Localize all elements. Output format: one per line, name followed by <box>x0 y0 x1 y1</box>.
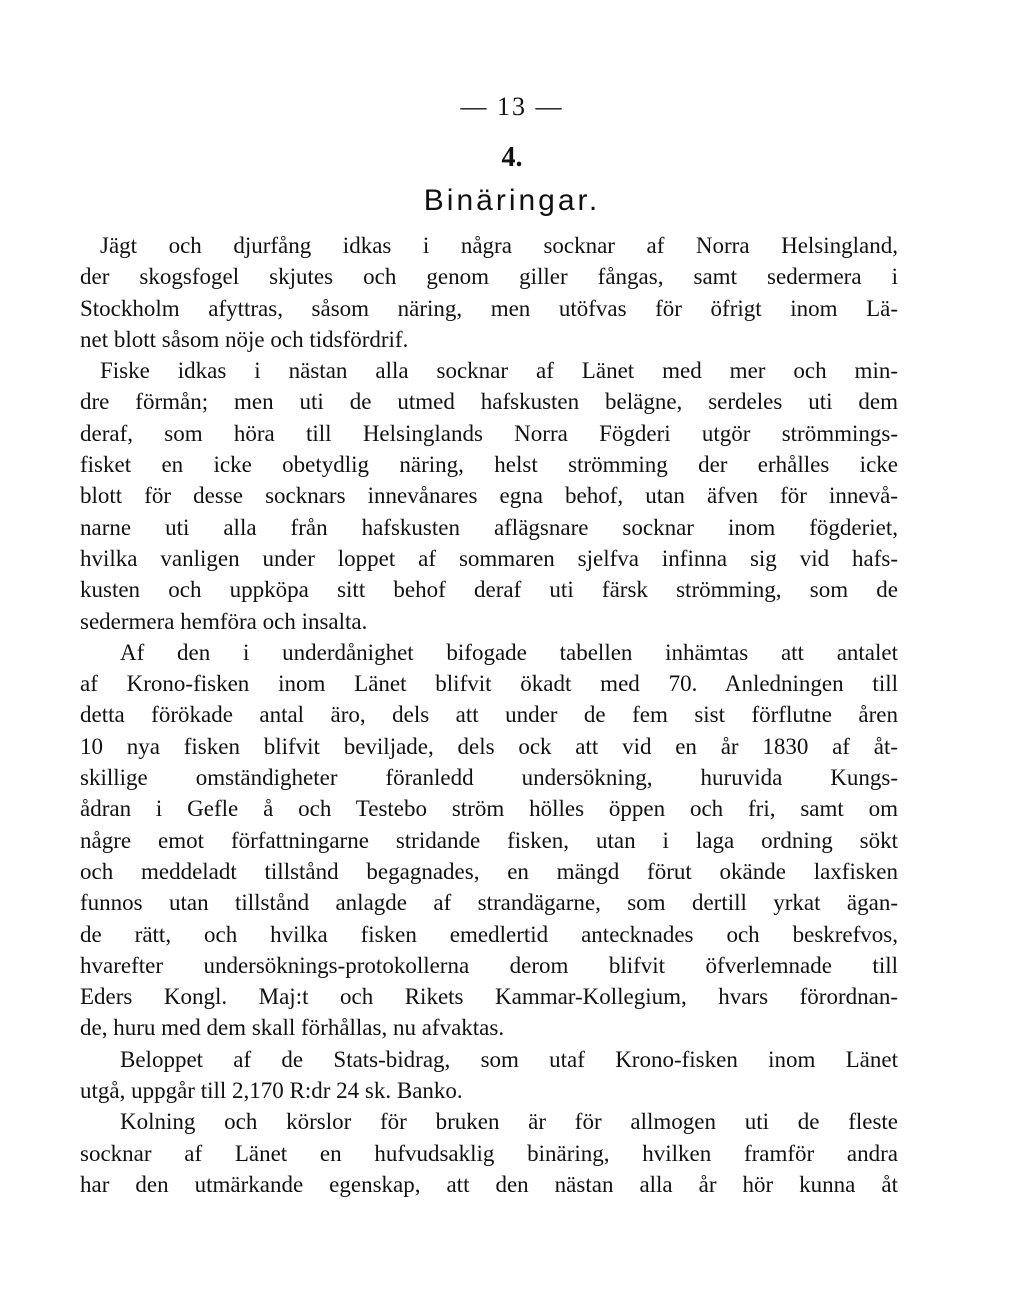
text-line: Stockholm afyttras, såsom näring, men utöfvas för öfrigt inom Lä- <box>80 295 898 321</box>
text-line: socknar af Länet en hufvudsaklig binäring, hvilken framför andra <box>80 1140 898 1166</box>
text-line: kusten och uppköpa sitt behof deraf uti färsk strömming, som de <box>80 577 898 603</box>
text-line: hvarefter undersöknings-protokollerna derom blifvit öfverlemnade till <box>80 952 898 978</box>
text-line: utgå, uppgår till 2,170 R:dr 24 sk. Banko. <box>80 1078 463 1104</box>
text-line: Beloppet af de Stats-bidrag, som utaf Krono-fisken inom Länet <box>120 1046 898 1072</box>
page-number: — 13 — <box>460 92 564 121</box>
text-line: funnos utan tillstånd anlagde af strandägarne, som dertill yrkat ägan- <box>80 890 898 916</box>
text-line: hvilka vanligen under loppet af sommaren sjelfva infinna sig vid hafs- <box>80 545 898 571</box>
text-line: fisket en icke obetydlig näring, helst strömming der erhålles icke <box>80 452 898 478</box>
text-line: Kolning och körslor för bruken är för allmogen uti de fleste <box>120 1109 898 1135</box>
text-line: deraf, som höra till Helsinglands Norra Fögderi utgör strömmings- <box>80 420 898 446</box>
text-line: de, huru med dem skall förhållas, nu afvaktas. <box>80 1015 505 1041</box>
text-line: blott för desse socknars innevånares egna behof, utan äfven för innevå- <box>80 483 898 509</box>
text-line: ådran i Gefle å och Testebo ström hölles öppen och fri, samt om <box>80 796 898 822</box>
text-line: 10 nya fisken blifvit beviljade, dels ock att vid en år 1830 af åt- <box>80 733 898 759</box>
section-number: 4. <box>501 142 523 173</box>
text-line: af Krono-fisken inom Länet blifvit ökadt med 70. Anledningen till <box>80 671 898 697</box>
text-line: Jägt och djurfång idkas i några socknar af Norra Helsingland, <box>100 233 898 258</box>
text-line: net blott såsom nöje och tidsfördrif. <box>80 326 409 352</box>
text-line: och meddeladt tillstånd begagnades, en mängd förut okände laxfisken <box>80 858 898 884</box>
text-line: detta förökade antal äro, dels att under de fem sist förflutne åren <box>80 702 898 728</box>
text-line: sedermera hemföra och insalta. <box>80 608 368 634</box>
section-title: Binäringar. <box>423 184 601 217</box>
body-text <box>80 230 898 1200</box>
text-line: Fiske idkas i nästan alla socknar af Länet med mer och min- <box>100 358 898 384</box>
text-line: har den utmärkande egenskap, att den nästan alla år hör kunna åt <box>80 1171 898 1197</box>
text-line: någre emot författningarne stridande fisken, utan i laga ordning sökt <box>80 827 898 853</box>
text-line: Af den i underdånighet bifogade tabellen inhämtas att antalet <box>120 639 898 665</box>
text-line: skillige omständigheter föranledd undersökning, huruvida Kungs- <box>80 765 898 791</box>
text-line: de rätt, och hvilka fisken emedlertid antecknades och beskrefvos, <box>80 921 898 947</box>
text-line: dre förmån; men uti de utmed hafskusten belägne, serdeles uti dem <box>80 389 898 415</box>
text-line: Eders Kongl. Maj:t och Rikets Kammar-Kollegium, hvars förordnan- <box>80 984 898 1010</box>
text-line: narne uti alla från hafskusten aflägsnare socknar inom fögderiet, <box>80 514 898 540</box>
text-line: der skogsfogel skjutes och genom giller fångas, samt sedermera i <box>80 264 898 290</box>
